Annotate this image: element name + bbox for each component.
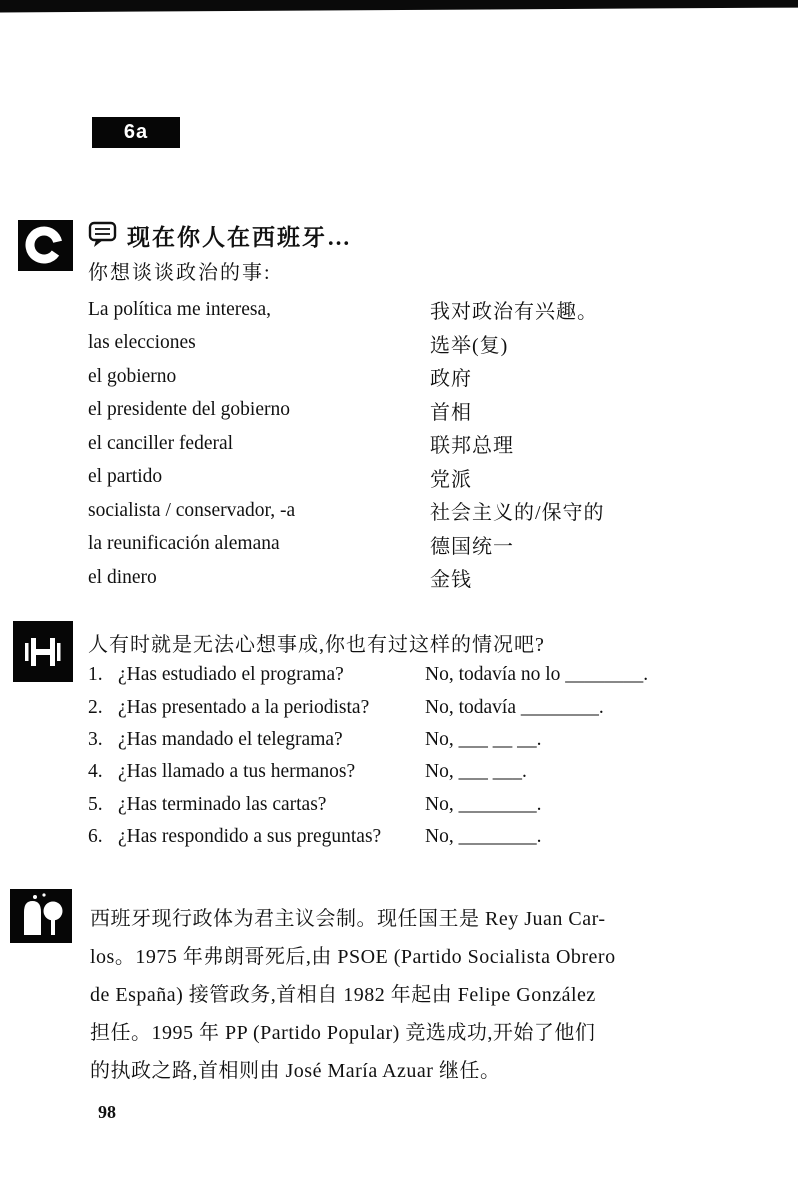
page-number: 98	[98, 1102, 116, 1122]
dialogue-subtitle: 你想谈谈政治的事:	[88, 262, 272, 284]
exercise-question: ¿Has terminado las cartas?	[118, 793, 327, 815]
vocab-spanish: el gobierno	[88, 365, 177, 387]
vocab-chinese: 我对政治有兴趣。	[430, 301, 598, 324]
exercise-question-cell	[88, 821, 425, 853]
exercise-list	[88, 659, 748, 853]
section-tag-label: 6a	[123, 121, 149, 143]
exercise-item	[88, 821, 748, 853]
exercise-question: ¿Has presentado a la periodista?	[118, 696, 370, 718]
exercise-item	[88, 659, 748, 691]
vocab-row	[88, 461, 728, 495]
exercise-answer-blank[interactable]: No, ________.	[425, 826, 542, 848]
vocab-spanish: el presidente del gobierno	[88, 399, 290, 421]
exercise-question-cell	[88, 724, 425, 756]
culture-note-line: 担任。1995 年 PP (Partido Popular) 竞选成功,开始了他们	[90, 1022, 596, 1044]
vocab-chinese: 选举(复)	[430, 334, 509, 357]
vocab-chinese: 社会主义的/保守的	[430, 502, 605, 525]
vocab-row	[88, 427, 728, 461]
culture-note-line: los。1975 年弗朗哥死后,由 PSOE (Partido Socialista Obrero	[90, 946, 616, 968]
exercise-item	[88, 756, 748, 788]
exercise-item-number: 4.	[88, 761, 103, 783]
exercise-item-number: 5.	[88, 793, 103, 815]
vocab-chinese: 首相	[430, 401, 472, 424]
culture-note-line: 西班牙现行政体为君主议会制。现任国王是 Rey Juan Car-	[90, 908, 606, 930]
vocab-row	[88, 360, 728, 394]
vocab-row	[88, 327, 728, 361]
vocab-spanish: la reunificación alemana	[88, 533, 280, 555]
vocab-row	[88, 561, 728, 595]
vocab-chinese: 金钱	[430, 569, 472, 592]
exercise-answer-blank[interactable]: No, ___ __ __.	[425, 728, 542, 750]
vocab-spanish: el dinero	[88, 566, 157, 588]
vocab-spanish: el canciller federal	[88, 432, 234, 454]
scan-edge-bar	[0, 0, 798, 12]
exercise-item	[88, 724, 748, 756]
dialogue-title: 现在你人在西班牙…	[127, 224, 352, 250]
exercise-question-cell	[88, 659, 425, 691]
exercise-prompt: 人有时就是无法心想事成,你也有过这样的情况吧?	[88, 634, 545, 656]
exercise-question-cell	[88, 691, 425, 723]
people-tree-icon	[10, 889, 72, 943]
exercise-item-number: 3.	[88, 728, 103, 750]
vocab-spanish: socialista / conservador, -a	[88, 499, 296, 521]
culture-note	[90, 900, 730, 1090]
exercise-answer-blank[interactable]: No, ________.	[425, 793, 542, 815]
vocab-chinese: 联邦总理	[430, 435, 514, 458]
exercise-item-number: 2.	[88, 696, 103, 718]
culture-note-line: 的执政之路,首相则由 José María Azuar 继任。	[90, 1060, 501, 1082]
exercise-answer-blank[interactable]: No, todavía ________.	[425, 696, 604, 718]
vocab-row	[88, 293, 728, 327]
vocab-table	[88, 293, 728, 595]
vocab-row	[88, 528, 728, 562]
vocab-chinese: 德国统一	[430, 535, 514, 558]
dialogue-heading	[88, 218, 352, 252]
vocab-chinese: 党派	[430, 468, 472, 491]
vocab-row	[88, 394, 728, 428]
exercise-item	[88, 789, 748, 821]
exercise-answer-blank[interactable]: No, ___ ___.	[425, 761, 527, 783]
vocab-chinese: 政府	[430, 368, 472, 391]
exercise-question: ¿Has respondido a sus preguntas?	[118, 826, 382, 848]
speech-bubble-icon	[88, 221, 118, 249]
exercise-item-number: 6.	[88, 826, 103, 848]
vocab-spanish: el partido	[88, 466, 163, 488]
exercise-answer-blank[interactable]: No, todavía no lo ________.	[425, 664, 649, 686]
vocab-row	[88, 494, 728, 528]
exercise-question-cell	[88, 756, 425, 788]
exercise-question: ¿Has mandado el telegrama?	[118, 728, 343, 750]
exercise-question-cell	[88, 789, 425, 821]
exercise-item-number: 1.	[88, 664, 103, 686]
vocab-spanish: La política me interesa,	[88, 298, 272, 320]
vocab-spanish: las elecciones	[88, 332, 196, 354]
cd-icon	[18, 220, 73, 271]
culture-note-line: de España) 接管政务,首相自 1982 年起由 Felipe González	[90, 984, 596, 1006]
exercise-question: ¿Has llamado a tus hermanos?	[118, 761, 356, 783]
dumbbell-icon	[13, 621, 73, 682]
exercise-question: ¿Has estudiado el programa?	[118, 664, 344, 686]
exercise-item	[88, 691, 748, 723]
section-tag	[92, 117, 180, 148]
